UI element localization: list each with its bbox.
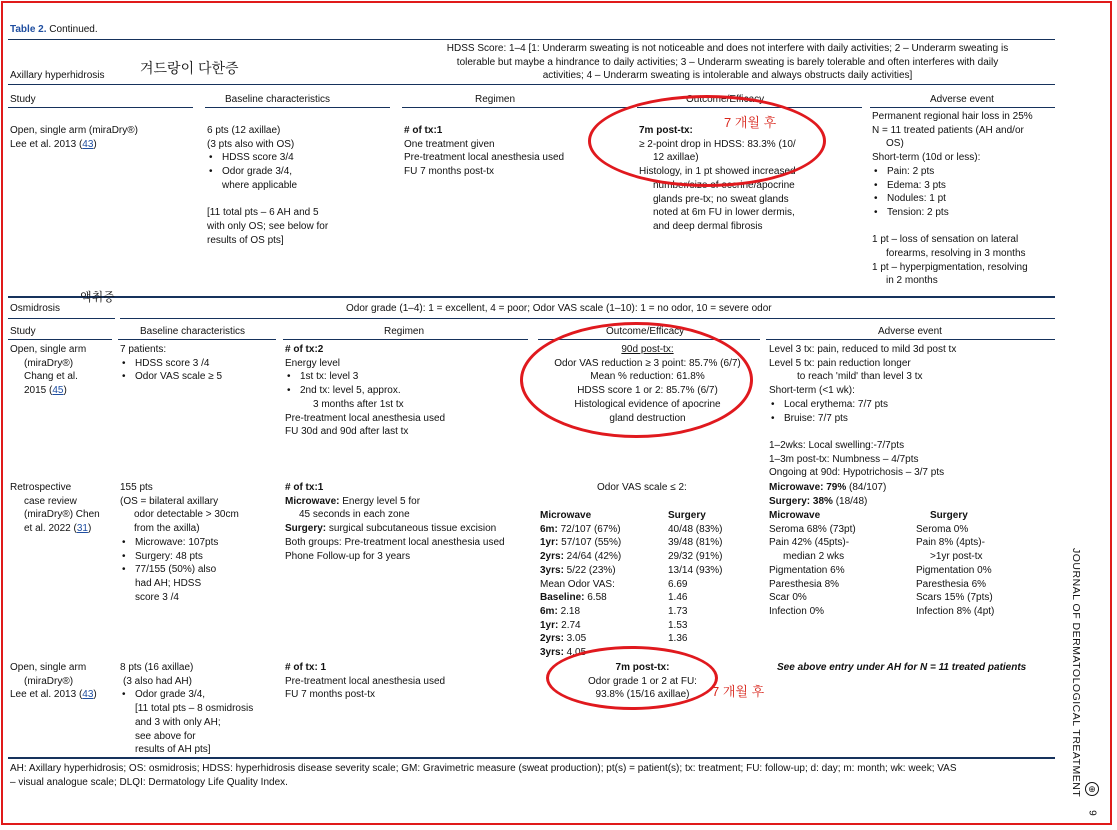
s1-adverse-cell: Permanent regional hair loss in 25% N = 11 treated patients (AH and/or OS) Short-term (10d or less): • Pain: 2 pts • Edema: 3 pts • Nodules: 1 pt • Tension: 2 pts 1 pt – loss of sensation on lateral forearms, resolving in 3 months 1 pt – hyperpigmentation, resolving in 2 months — [872, 110, 1033, 288]
table-row: Mean Odor VAS: 6.69 — [540, 578, 688, 590]
header2-rule-1 — [8, 339, 112, 340]
table-row: 2yrs: 24/64 (42%) 29/32 (91%) — [540, 551, 723, 563]
col-study-header: Study — [10, 94, 36, 105]
header-rule-5 — [870, 107, 1055, 108]
s1-outcome-cell: 7m post-tx: ≥ 2-point drop in HDSS: 83.3% (10/ 12 axillae) Histology, in 1 pt showed increased number/size of eccrine/apocrine glands pre-tx; no sweat glands noted at 6m FU in lower dermis, and deep dermal fibrosis — [639, 125, 796, 232]
s2r1-adverse-cell: Level 3 tx: pain, reduced to mild 3d post tx Level 5 tx: pain reduction longer to reach 'mild' than level 3 tx Short-term (<1 wk): • Local erythema: 7/7 pts • Bruise: 7/7 pts 1–2wks: Local swelling:-7/7pts 1–3m post-tx: Numbness – 4/7pts Ongoing at 90d: Hypotrichosis – 3/7 pts — [769, 343, 956, 480]
highlight-ellipse-axillary-outcome — [588, 95, 826, 187]
s2r3-baseline-cell: 8 pts (16 axillae) (3 also had AH) • Odor grade 3/4, [11 total pts – 8 osmidrosis and 3 with only AH; see above for results of AH pts] — [120, 661, 253, 757]
section1-rule-left — [8, 84, 400, 85]
s2r3-regimen-cell: # of tx: 1 Pre-treatment local anesthesia used FU 7 months post-tx — [285, 662, 446, 701]
annotation-7-months-axillary: 7 개월 후 — [724, 115, 777, 130]
s2r1-outcome-cell: 90d post-tx: Odor VAS reduction ≥ 3 point: 85.7% (6/7) Mean % reduction: 61.8% HDSS score 1 or 2: 85.7% (6/7) Histological evidence of apocrine gland destruction — [554, 344, 741, 424]
table-row: Microwave Surgery — [540, 510, 706, 521]
section2-rule-right — [120, 318, 1055, 319]
col-study-header-2: Study — [10, 326, 36, 337]
korean-annotation-axillary: 겨드랑이 다한증 — [140, 60, 239, 76]
s2r2-outcome-title: Odor VAS scale ≤ 2: — [597, 482, 687, 493]
col-adverse-header: Adverse event — [930, 94, 994, 105]
reference-link[interactable]: 43 — [82, 689, 94, 701]
abbreviation-footnote: AH: Axillary hyperhidrosis; OS: osmidrosis; HDSS: hyperhidrosis disease severity scale; GM: Gravimetric measure (sweat production); pt(s) = patient(s); tx: treatment; FU: follow-up; d: day; m: month; wk: week; VAS – visual analogue scale; DLQI: Dermatology Life Quality Index. — [10, 763, 957, 788]
s2r2-adverse-summary: Microwave: 79% (84/107) Surgery: 38% (18/48) — [769, 482, 887, 507]
page-number: 9 — [1086, 810, 1098, 816]
s2r2-baseline-cell: 155 pts (OS = bilateral axillary odor detectable > 30cm from the axilla) • Microwave: 107pts • Surgery: 48 pts • 77/155 (50%) also had AH; HDSS score 3 /4 — [120, 481, 239, 604]
header2-rule-2 — [118, 339, 276, 340]
col-baseline-header-2: Baseline characteristics — [140, 326, 246, 337]
s1-regimen-cell: # of tx:1 One treatment given Pre-treatment local anesthesia used FU 7 months post-tx — [404, 125, 565, 178]
col-outcome-header: Outcome/Efficacy — [686, 94, 765, 105]
reference-link[interactable]: 31 — [76, 523, 88, 535]
section2-top-rule — [8, 296, 1055, 298]
odor-scale-note: Odor grade (1–4): 1 = excellent, 4 = poor; Odor VAS scale (1–10): 1 = no odor, 10 = severe odor — [346, 303, 772, 314]
s2r2-outcome-table — [540, 509, 722, 660]
col-regimen-header: Regimen — [475, 94, 516, 105]
caption-text: Continued. — [49, 24, 98, 35]
section-osmidrosis-title: Osmidrosis — [10, 303, 61, 314]
s2r3-outcome-cell: 7m post-tx: Odor grade 1 or 2 at FU: 93.8% (15/16 axillae) — [588, 662, 697, 701]
table-row: 6m: 72/107 (67%) 40/48 (83%) — [540, 523, 723, 535]
col-baseline-header: Baseline characteristics — [225, 94, 331, 105]
header2-rule-5 — [766, 339, 1055, 340]
bottom-rule — [8, 757, 1055, 759]
header2-rule-3 — [283, 339, 528, 340]
s2r1-baseline-cell: 7 patients: • HDSS score 3 /4 • Odor VAS scale ≥ 5 — [120, 343, 222, 384]
reference-link[interactable]: 43 — [82, 138, 94, 150]
korean-annotation-osmidrosis: 액취증 — [80, 290, 115, 304]
table-row: 2yrs: 3.05 1.36 — [540, 633, 688, 645]
section2-rule-left — [8, 318, 115, 319]
s2r2-regimen-cell: # of tx:1 Microwave: Energy level 5 for 45 seconds in each zone Surgery: surgical subcutaneous tissue excision Both groups: Pre-treatment local anesthesia used Phone Follow-up for 3 years — [285, 482, 505, 562]
s2r2-adverse-microwave: Microwave Seroma 68% (73pt) Pain 42% (45pts)- median 2 wks Pigmentation 6% Paresthesia 8% Scar 0% Infection 0% — [769, 510, 856, 617]
hdss-scale-note: HDSS Score: 1–4 [1: Underarm sweating is not noticeable and does not interfere with daily activities; 2 – Underarm sweating is tolerable but maybe a hindrance to daily activities; 3 – Underarm sweating is barely tolerable and often interferes with daily activities; 4 – Underarm sweating is intolerable and always obstructs daily activities] — [446, 43, 1009, 82]
reference-link[interactable]: 45 — [52, 385, 64, 397]
col-adverse-header-2: Adverse event — [878, 326, 942, 337]
table-caption — [10, 23, 98, 37]
s2r3-adverse-note: See above entry under AH for N = 11 treated patients — [777, 662, 1027, 673]
table-row: Baseline: 6.58 1.46 — [540, 592, 688, 604]
s2r2-study-cell: Retrospective case review (miraDry®) Chen et al. 2022 (31) — [10, 482, 100, 535]
col-regimen-header-2: Regimen — [384, 326, 425, 337]
table-row: 3yrs: 5/22 (23%) 13/14 (93%) — [540, 564, 723, 576]
caption-label: Table 2. — [10, 24, 47, 35]
journal-logo-icon: ⊕ — [1085, 782, 1099, 796]
s1-baseline-cell: 6 pts (12 axillae) (3 pts also with OS) • HDSS score 3/4 • Odor grade 3/4, where applicable [11 total pts – 6 AH and 5 with only OS; see below for results of OS pts] — [207, 124, 328, 247]
s2r2-adverse-surgery: Surgery Seroma 0% Pain 8% (4pts)- >1yr post-tx Pigmentation 0% Paresthesia 6% Scars 15% (7pts) Infection 8% (4pt) — [916, 510, 995, 617]
journal-running-head: JOURNAL OF DERMATOLOGICAL TREATMENT — [1070, 548, 1082, 798]
table-row: 1yr: 57/107 (55%) 39/48 (81%) — [540, 537, 723, 549]
annotation-7-months-osmidrosis: 7 개월 후 — [712, 684, 765, 699]
section1-rule-right — [400, 84, 1055, 85]
header-rule-2 — [205, 107, 390, 108]
col-outcome-header-2: Outcome/Efficacy — [606, 326, 685, 337]
table-row: 6m: 2.18 1.73 — [540, 605, 688, 617]
header-rule-3 — [402, 107, 627, 108]
s2r3-study-cell: Open, single arm (miraDry®) Lee et al. 2013 (43) — [10, 662, 97, 701]
table-row: 3yrs: 4.05 — [540, 647, 587, 659]
s1-study-cell: Open, single arm (miraDry®) Lee et al. 2013 (43) — [10, 125, 138, 150]
s2r1-regimen-cell: # of tx:2 Energy level • 1st tx: level 3 • 2nd tx: level 5, approx. 3 months after 1st tx Pre-treatment local anesthesia used FU 30d and 90d after last tx — [285, 343, 445, 439]
highlight-ellipse-osmidrosis-outcome — [520, 322, 753, 438]
section-axillary-title: Axillary hyperhidrosis — [10, 70, 105, 81]
highlight-ellipse-osmidrosis-lee — [546, 646, 718, 710]
s2r1-study-cell: Open, single arm (miraDry®) Chang et al. 2015 (45) — [10, 344, 87, 397]
top-rule — [8, 39, 1055, 40]
table-row: 1yr: 2.74 1.53 — [540, 619, 688, 631]
header-rule-1 — [8, 107, 193, 108]
